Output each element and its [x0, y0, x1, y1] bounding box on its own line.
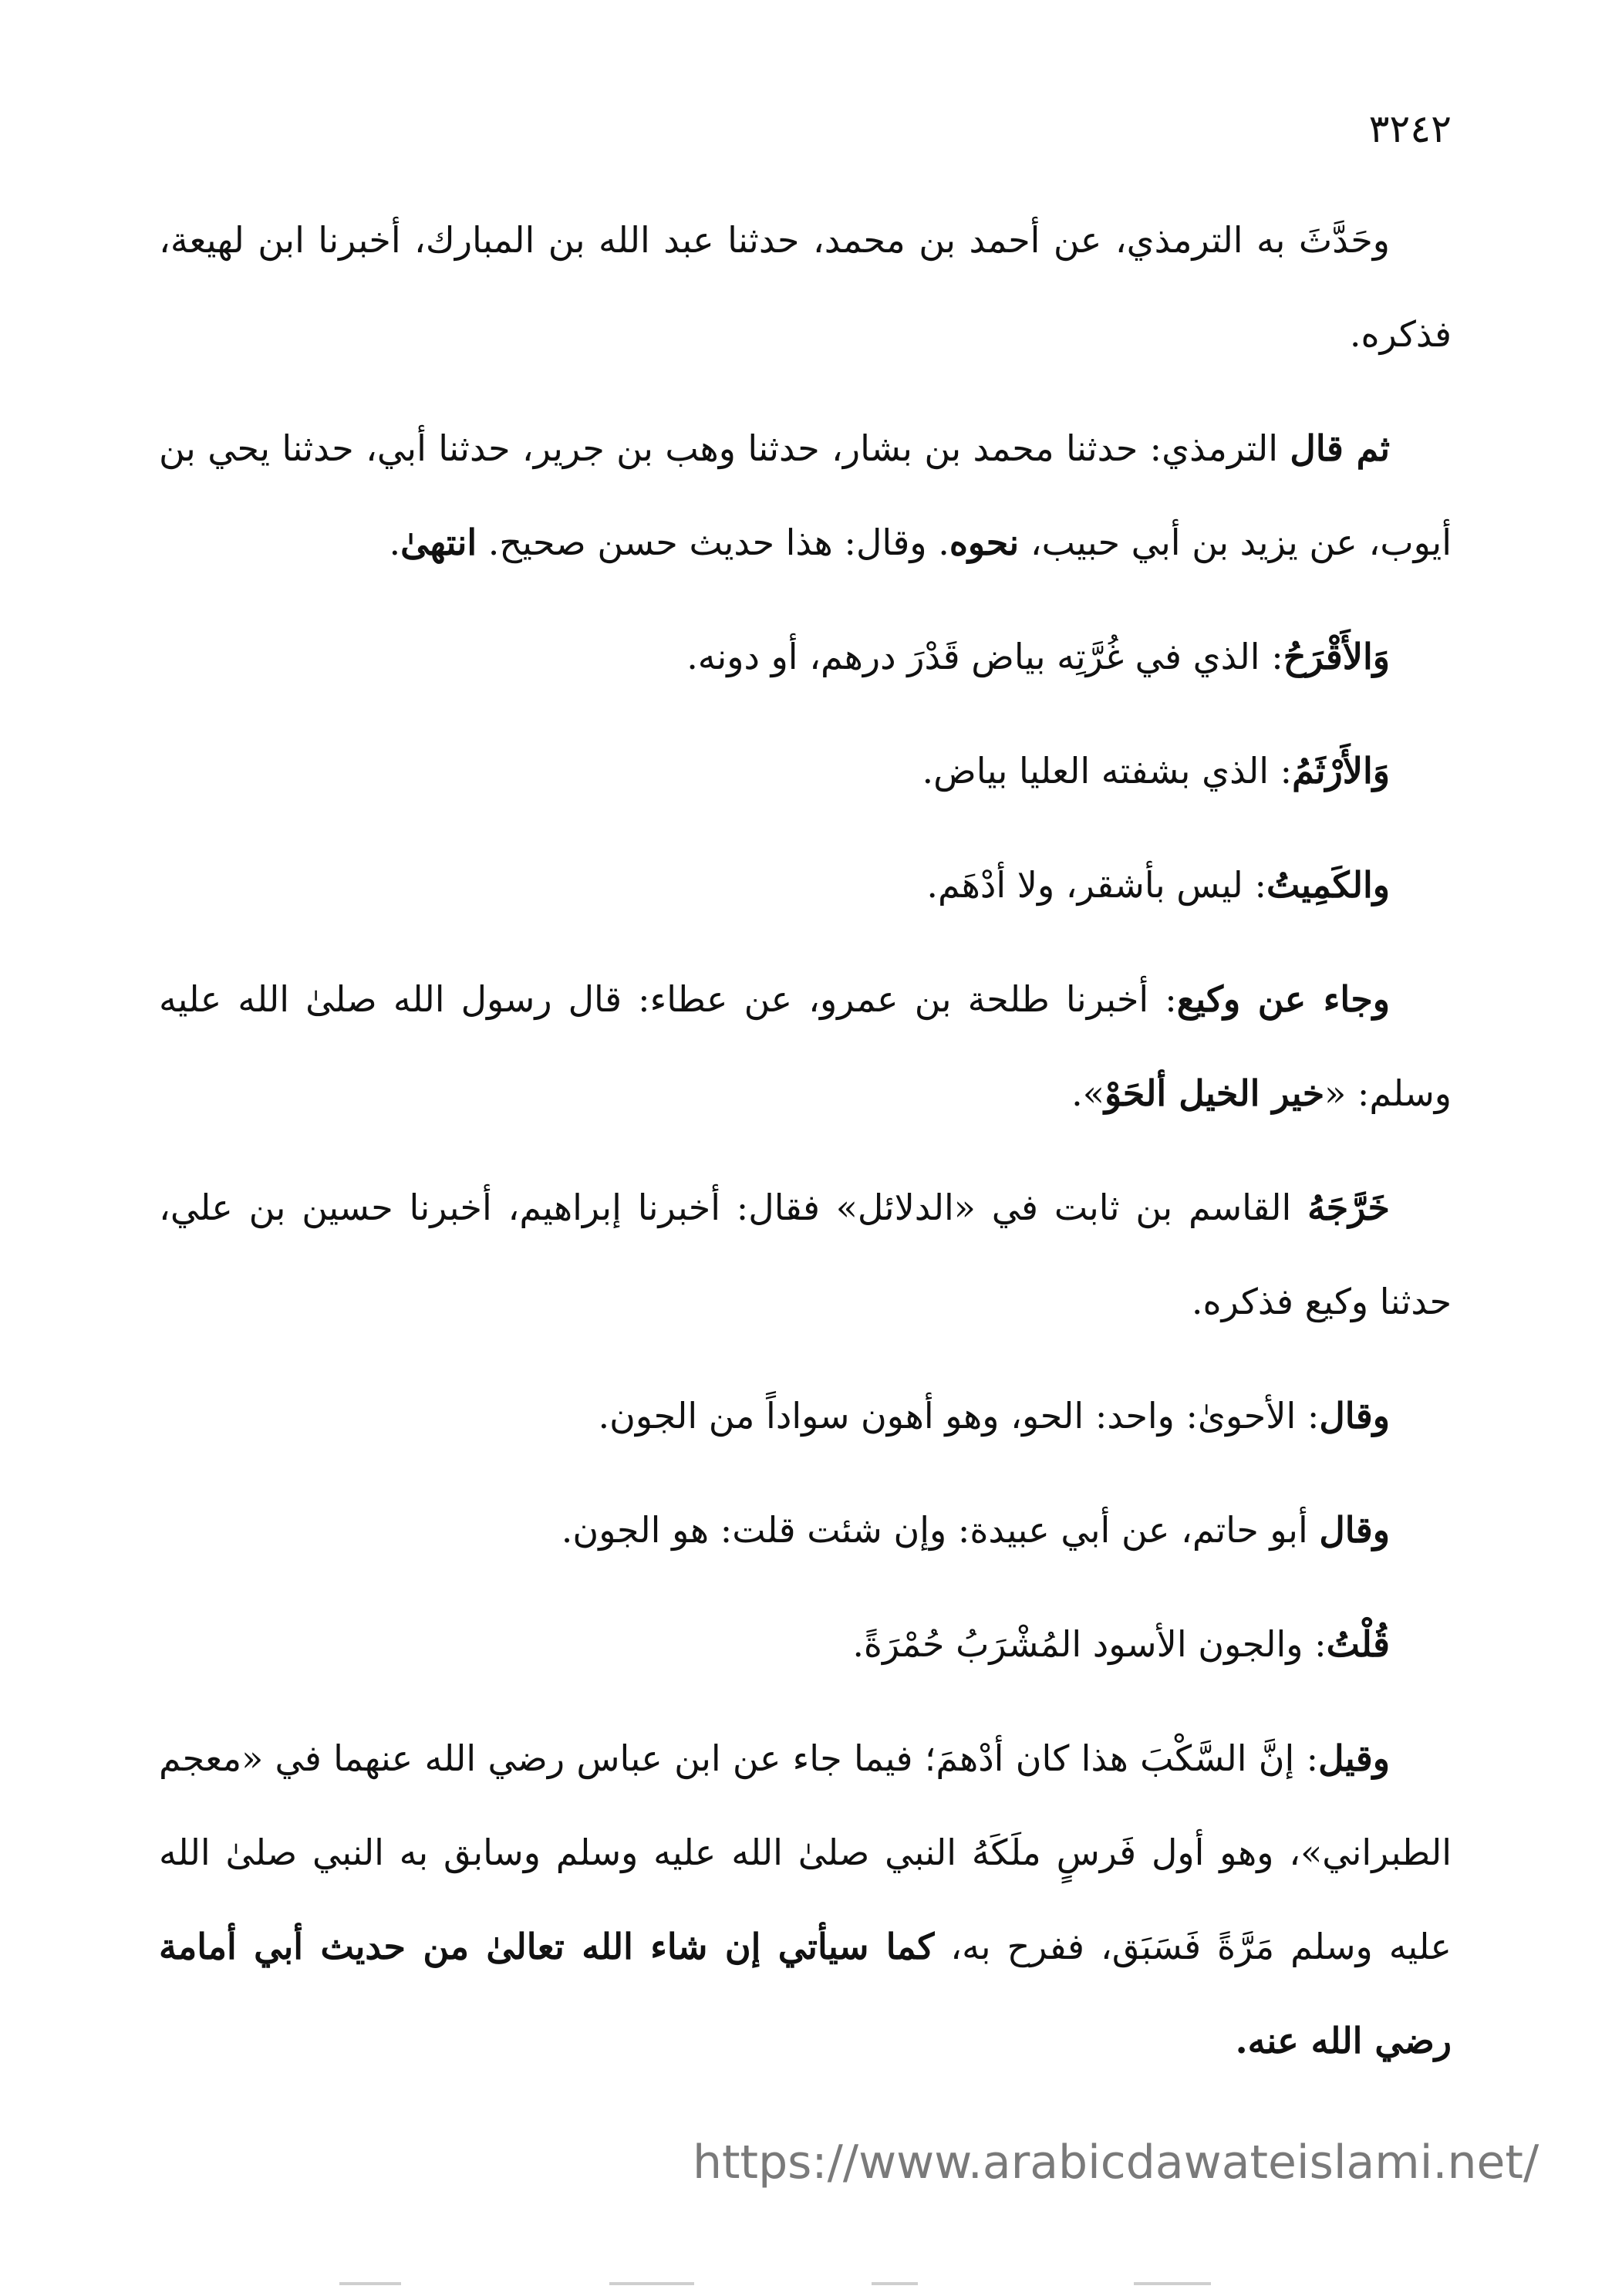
text: : أخبرنا طلحة بن عمرو، عن عطاء: قال رسول الله صلىٰ الله عليه وسلم: « [159, 978, 1452, 1114]
bold-text: وَالأَقْرَحُ [1283, 636, 1390, 677]
paragraph [159, 1369, 1452, 1463]
watermark-url: https://www.arabicdawateislami.net/ [693, 2136, 1539, 2190]
paragraph [159, 838, 1452, 932]
bold-text: ثم قال [1290, 427, 1391, 469]
bold-text: وقيل [1318, 1737, 1390, 1779]
paragraph [159, 952, 1452, 1140]
text: . [389, 522, 401, 563]
text: وحَدَّثَ به الترمذي، عن أحمد بن محمد، حدثنا عبد الله بن المبارك، أخبرنا ابن لهيعة، فذكره. [159, 219, 1452, 355]
page-number: ٣٢٤٢ [1368, 106, 1452, 151]
bold-text: انتهىٰ [400, 522, 477, 563]
paragraph [159, 1711, 1452, 2088]
bold-text: نحوه [949, 522, 1020, 563]
bold-text: وقال [1319, 1395, 1390, 1437]
scan-artifacts [0, 2282, 1612, 2290]
paragraph [159, 1483, 1452, 1577]
bold-text: قُلْتُ [1326, 1623, 1390, 1665]
text: أبو حاتم، عن أبي عبيدة: وإن شئت قلت: هو الجون. [561, 1509, 1320, 1551]
bold-text: والكَمِيتُ [1266, 864, 1390, 906]
bold-text: كما سيأتي إن شاء الله تعالىٰ من حديث أبي أمامة رضي الله عنه. [159, 1926, 1452, 2061]
text: : والجون الأسود المُشْرَبُ حُمْرَةً. [852, 1623, 1327, 1665]
bold-text: وَالأَرْثَمُ [1292, 750, 1390, 792]
bold-text: وجاء عن وكيع [1176, 978, 1391, 1020]
page-body [159, 193, 1452, 2108]
text: : الأحوىٰ: واحد: الحو، وهو أهون سواداً من الجون. [598, 1395, 1320, 1437]
text: القاسم بن ثابت في «الدلائل» فقال: أخبرنا إبراهيم، أخبرنا حسين بن علي، حدثنا وكيع فذكره. [159, 1187, 1452, 1322]
paragraph [159, 193, 1452, 381]
paragraph [159, 1160, 1452, 1349]
paragraph [159, 609, 1452, 704]
text: : ليس بأشقر، ولا أدْهَم. [926, 864, 1266, 906]
paragraph [159, 1597, 1452, 1691]
bold-text: خير الخيل ألحَوْ [1104, 1072, 1325, 1114]
text: ». [1071, 1072, 1104, 1114]
bold-text: خَرَّجَهُ [1307, 1187, 1390, 1228]
text: . وقال: هذا حديث حسن صحيح. [477, 522, 949, 563]
paragraph [159, 401, 1452, 589]
paragraph [159, 724, 1452, 818]
text: الترمذي: حدثنا محمد بن بشار، حدثنا وهب بن جرير، حدثنا أبي، حدثنا يحي بن أيوب، عن يزيد بن أبي حبيب، [159, 427, 1452, 563]
text: : إنَّ السَّكْبَ هذا كان أدْهمَ؛ فيما جاء عن ابن عباس رضي الله عنهما في «معجم الطبراني»، وهو أول فَرسٍ ملَكَهُ النبي صلىٰ الله عليه وسلم وسابق به النبي صلىٰ الله عليه وسلم مَرَّةً فَسَبَق، ففرح به، [159, 1737, 1452, 1967]
bold-text: وقال [1319, 1509, 1390, 1551]
text: : الذي بشفته العليا بياض. [922, 750, 1293, 792]
text: : الذي في غُرَّتِه بياض قَدْرَ درهم، أو دونه. [686, 636, 1283, 677]
